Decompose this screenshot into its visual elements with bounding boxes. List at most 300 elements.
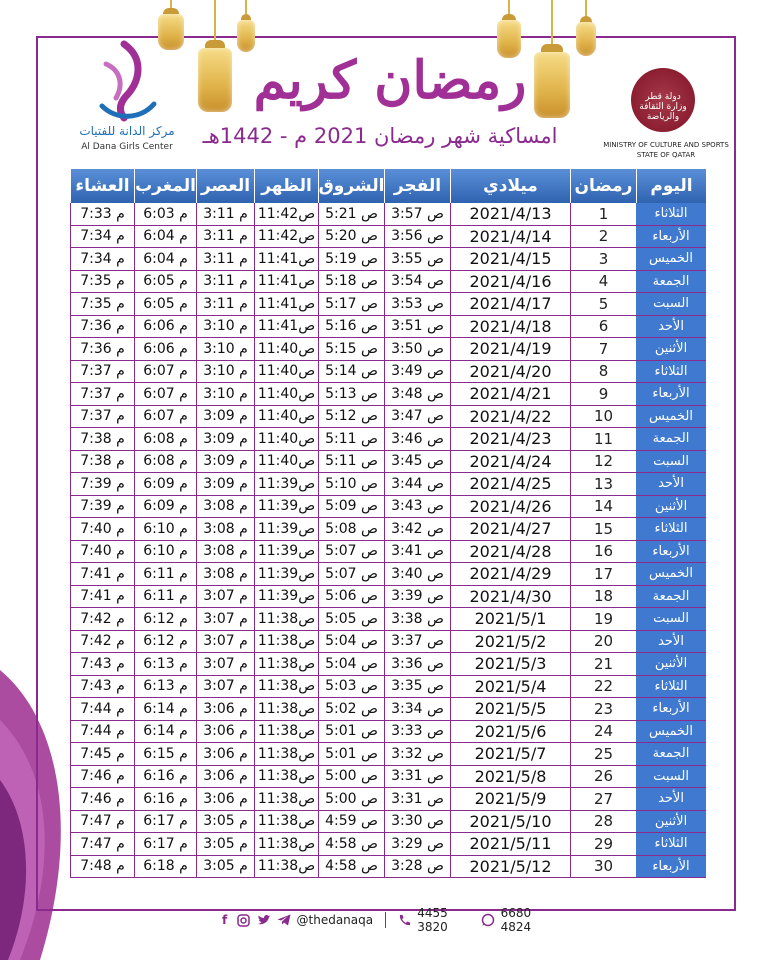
cell-day: الأحد [636,473,706,496]
cell-ramadan-day: 5 [570,293,636,316]
cell-fajr: 3:39 ص [384,586,450,609]
cell-maghrib: 6:13 م [134,676,196,699]
cell-maghrib: 6:06 م [134,338,196,361]
cell-ramadan-day: 14 [570,496,636,519]
cell-gregorian: 2021/5/5 [450,698,570,721]
phone-number[interactable]: 4455 3820 [417,906,448,934]
cell-asr: 3:10 م [196,361,254,384]
cell-dhuhr: 11:39ص [254,541,318,564]
cell-isha: 7:46 م [70,788,134,811]
cell-dhuhr: 11:40ص [254,451,318,474]
cell-isha: 7:34 م [70,226,134,249]
cell-day: الجمعة [636,743,706,766]
cell-dhuhr: 11:38ص [254,833,318,856]
cell-gregorian: 2021/4/24 [450,451,570,474]
cell-ramadan-day: 22 [570,676,636,699]
cell-fajr: 3:49 ص [384,361,450,384]
cell-ramadan-day: 26 [570,766,636,789]
cell-shuruq: 5:01 ص [318,721,384,744]
cell-maghrib: 6:09 م [134,496,196,519]
cell-isha: 7:39 م [70,473,134,496]
cell-day: الأربعاء [636,226,706,249]
cell-maghrib: 6:10 م [134,541,196,564]
cell-fajr: 3:57 ص [384,203,450,226]
cell-day: الأثنين [636,653,706,676]
cell-asr: 3:07 م [196,586,254,609]
cell-shuruq: 5:11 ص [318,428,384,451]
cell-fajr: 3:41 ص [384,541,450,564]
cell-maghrib: 6:07 م [134,406,196,429]
cell-dhuhr: 11:40ص [254,383,318,406]
cell-dhuhr: 11:39ص [254,563,318,586]
cell-day: الجمعة [636,271,706,294]
cell-isha: 7:48 م [70,856,134,879]
cell-day: السبت [636,293,706,316]
cell-dhuhr: 11:42ص [254,226,318,249]
cell-isha: 7:44 م [70,721,134,744]
cell-ramadan-day: 19 [570,608,636,631]
cell-gregorian: 2021/4/13 [450,203,570,226]
table-row [70,698,706,721]
cell-ramadan-day: 3 [570,248,636,271]
cell-dhuhr: 11:42ص [254,203,318,226]
logo-right-arabic: دولة قطر وزارة الثقافة والرياضة [639,92,687,122]
facebook-icon[interactable]: f [222,913,228,927]
cell-fajr: 3:34 ص [384,698,450,721]
cell-asr: 3:06 م [196,721,254,744]
cell-asr: 3:09 م [196,406,254,429]
al-dana-mark-icon [94,40,160,122]
cell-fajr: 3:31 ص [384,788,450,811]
cell-ramadan-day: 20 [570,631,636,654]
header-ramadan: رمضان [570,169,636,203]
cell-gregorian: 2021/4/18 [450,316,570,339]
cell-fajr: 3:35 ص [384,676,450,699]
lantern-icon [198,0,232,112]
table-row [70,743,706,766]
cell-maghrib: 6:13 م [134,653,196,676]
cell-asr: 3:07 م [196,608,254,631]
cell-fajr: 3:54 ص [384,271,450,294]
cell-dhuhr: 11:41ص [254,271,318,294]
table-row [70,541,706,564]
cell-isha: 7:39 م [70,496,134,519]
cell-asr: 3:06 م [196,788,254,811]
cell-ramadan-day: 11 [570,428,636,451]
cell-gregorian: 2021/4/29 [450,563,570,586]
cell-isha: 7:37 م [70,361,134,384]
cell-dhuhr: 11:40ص [254,428,318,451]
cell-dhuhr: 11:38ص [254,766,318,789]
cell-asr: 3:06 م [196,698,254,721]
cell-isha: 7:40 م [70,541,134,564]
cell-maghrib: 6:04 م [134,248,196,271]
cell-gregorian: 2021/4/26 [450,496,570,519]
cell-dhuhr: 11:40ص [254,361,318,384]
cell-ramadan-day: 18 [570,586,636,609]
cell-asr: 3:08 م [196,496,254,519]
cell-dhuhr: 11:38ص [254,811,318,834]
cell-shuruq: 5:04 ص [318,653,384,676]
logo-left-english: Al Dana Girls Center [81,142,173,152]
cell-day: الثلاثاء [636,833,706,856]
table-row [70,451,706,474]
phone-icon [398,913,411,928]
table-row [70,653,706,676]
cell-dhuhr: 11:39ص [254,586,318,609]
cell-gregorian: 2021/4/22 [450,406,570,429]
table-row [70,788,706,811]
cell-maghrib: 6:10 م [134,518,196,541]
cell-ramadan-day: 4 [570,271,636,294]
footer-divider [385,912,386,928]
cell-dhuhr: 11:40ص [254,338,318,361]
cell-isha: 7:38 م [70,428,134,451]
cell-ramadan-day: 25 [570,743,636,766]
cell-isha: 7:41 م [70,563,134,586]
cell-shuruq: 5:17 ص [318,293,384,316]
cell-shuruq: 5:03 ص [318,676,384,699]
header-shuruq: الشروق [318,169,384,203]
cell-isha: 7:46 م [70,766,134,789]
table-row [70,271,706,294]
cell-fajr: 3:38 ص [384,608,450,631]
cell-asr: 3:10 م [196,338,254,361]
cell-ramadan-day: 23 [570,698,636,721]
cell-fajr: 3:45 ص [384,451,450,474]
cell-ramadan-day: 16 [570,541,636,564]
cell-shuruq: 5:07 ص [318,563,384,586]
cell-shuruq: 5:11 ص [318,451,384,474]
cell-shuruq: 5:21 ص [318,203,384,226]
cell-shuruq: 5:09 ص [318,496,384,519]
cell-isha: 7:42 م [70,631,134,654]
cell-shuruq: 5:06 ص [318,586,384,609]
cell-asr: 3:11 م [196,226,254,249]
cell-ramadan-day: 8 [570,361,636,384]
cell-day: الأربعاء [636,541,706,564]
cell-asr: 3:05 م [196,833,254,856]
cell-day: الأثنين [636,496,706,519]
cell-day: الأحد [636,316,706,339]
logo-left-arabic: مركز الدانة للفتيات [79,124,175,138]
cell-day: الثلاثاء [636,361,706,384]
header-isha: العشاء [70,169,134,203]
cell-isha: 7:42 م [70,608,134,631]
table-row [70,203,706,226]
header-asr: العصر [196,169,254,203]
cell-fajr: 3:51 ص [384,316,450,339]
cell-maghrib: 6:14 م [134,698,196,721]
cell-shuruq: 5:08 ص [318,518,384,541]
cell-fajr: 3:44 ص [384,473,450,496]
page-subtitle: امساكية شهر رمضان 2021 م - 1442هـ [202,124,558,148]
cell-day: الثلاثاء [636,518,706,541]
cell-gregorian: 2021/4/27 [450,518,570,541]
cell-day: السبت [636,766,706,789]
cell-shuruq: 5:04 ص [318,631,384,654]
cell-maghrib: 6:07 م [134,361,196,384]
cell-gregorian: 2021/5/7 [450,743,570,766]
cell-isha: 7:35 م [70,293,134,316]
cell-gregorian: 2021/5/1 [450,608,570,631]
cell-maghrib: 6:12 م [134,608,196,631]
cell-maghrib: 6:12 م [134,631,196,654]
cell-fajr: 3:42 ص [384,518,450,541]
lantern-icon [576,0,596,56]
cell-isha: 7:36 م [70,338,134,361]
header-maghrib: المغرب [134,169,196,203]
cell-shuruq: 5:05 ص [318,608,384,631]
cell-dhuhr: 11:38ص [254,608,318,631]
cell-asr: 3:05 م [196,856,254,879]
cell-maghrib: 6:04 م [134,226,196,249]
cell-ramadan-day: 7 [570,338,636,361]
table-row [70,811,706,834]
cell-gregorian: 2021/5/9 [450,788,570,811]
table-row [70,361,706,384]
cell-maghrib: 6:17 م [134,811,196,834]
cell-asr: 3:07 م [196,653,254,676]
cell-ramadan-day: 1 [570,203,636,226]
cell-maghrib: 6:07 م [134,383,196,406]
table-row [70,586,706,609]
cell-ramadan-day: 10 [570,406,636,429]
cell-fajr: 3:50 ص [384,338,450,361]
cell-ramadan-day: 9 [570,383,636,406]
cell-day: الأثنين [636,338,706,361]
cell-gregorian: 2021/4/23 [450,428,570,451]
cell-ramadan-day: 17 [570,563,636,586]
cell-ramadan-day: 28 [570,811,636,834]
cell-shuruq: 4:58 ص [318,856,384,879]
cell-dhuhr: 11:38ص [254,676,318,699]
cell-day: السبت [636,608,706,631]
cell-maghrib: 6:15 م [134,743,196,766]
cell-asr: 3:07 م [196,676,254,699]
cell-dhuhr: 11:39ص [254,473,318,496]
cell-shuruq: 5:19 ص [318,248,384,271]
cell-gregorian: 2021/4/21 [450,383,570,406]
cell-shuruq: 4:59 ص [318,811,384,834]
telegram-icon[interactable] [277,913,291,928]
cell-gregorian: 2021/4/19 [450,338,570,361]
cell-day: الخميس [636,406,706,429]
cell-ramadan-day: 29 [570,833,636,856]
cell-shuruq: 5:00 ص [318,766,384,789]
cell-day: الخميس [636,721,706,744]
cell-asr: 3:10 م [196,383,254,406]
cell-maghrib: 6:05 م [134,271,196,294]
table-row [70,496,706,519]
cell-shuruq: 5:10 ص [318,473,384,496]
cell-gregorian: 2021/4/15 [450,248,570,271]
cell-ramadan-day: 2 [570,226,636,249]
cell-shuruq: 5:13 ص [318,383,384,406]
cell-isha: 7:34 م [70,248,134,271]
cell-gregorian: 2021/5/2 [450,631,570,654]
cell-day: الأربعاء [636,856,706,879]
table-row [70,608,706,631]
cell-isha: 7:37 م [70,383,134,406]
table-row [70,406,706,429]
cell-day: الأربعاء [636,383,706,406]
prayer-timetable [70,169,706,878]
cell-fajr: 3:30 ص [384,811,450,834]
cell-isha: 7:45 م [70,743,134,766]
cell-day: الثلاثاء [636,676,706,699]
qatar-seal-icon [631,68,695,132]
cell-day: الأحد [636,788,706,811]
cell-ramadan-day: 24 [570,721,636,744]
cell-day: الجمعة [636,428,706,451]
table-row [70,338,706,361]
cell-shuruq: 5:02 ص [318,698,384,721]
table-row [70,631,706,654]
cell-asr: 3:11 م [196,271,254,294]
cell-ramadan-day: 6 [570,316,636,339]
cell-fajr: 3:29 ص [384,833,450,856]
al-dana-logo [72,40,182,160]
cell-dhuhr: 11:38ص [254,856,318,879]
cell-isha: 7:38 م [70,451,134,474]
cell-gregorian: 2021/5/11 [450,833,570,856]
table-row [70,518,706,541]
table-row [70,721,706,744]
cell-gregorian: 2021/5/6 [450,721,570,744]
table-row [70,676,706,699]
cell-asr: 3:09 م [196,473,254,496]
table-row [70,293,706,316]
cell-maghrib: 6:06 م [134,316,196,339]
cell-asr: 3:10 م [196,316,254,339]
table-body [70,203,706,878]
whatsapp-icon [481,913,495,928]
cell-asr: 3:08 م [196,541,254,564]
cell-dhuhr: 11:39ص [254,518,318,541]
cell-isha: 7:43 م [70,653,134,676]
cell-fajr: 3:55 ص [384,248,450,271]
cell-maghrib: 6:08 م [134,451,196,474]
table-row [70,383,706,406]
cell-ramadan-day: 13 [570,473,636,496]
cell-fajr: 3:43 ص [384,496,450,519]
cell-gregorian: 2021/5/12 [450,856,570,879]
cell-dhuhr: 11:38ص [254,788,318,811]
page-title: رمضان كريم [253,50,527,111]
cell-fajr: 3:36 ص [384,653,450,676]
header-dhuhr: الظهر [254,169,318,203]
cell-isha: 7:47 م [70,833,134,856]
cell-day: الجمعة [636,586,706,609]
cell-asr: 3:06 م [196,743,254,766]
cell-day: الخميس [636,563,706,586]
cell-day: الأثنين [636,811,706,834]
table-row [70,428,706,451]
cell-maghrib: 6:16 م [134,788,196,811]
twitter-icon[interactable] [257,913,271,928]
cell-isha: 7:37 م [70,406,134,429]
cell-isha: 7:43 م [70,676,134,699]
cell-fajr: 3:47 ص [384,406,450,429]
cell-gregorian: 2021/5/10 [450,811,570,834]
cell-maghrib: 6:11 م [134,586,196,609]
cell-dhuhr: 11:41ص [254,248,318,271]
cell-ramadan-day: 27 [570,788,636,811]
cell-shuruq: 5:12 ص [318,406,384,429]
cell-isha: 7:47 م [70,811,134,834]
cell-maghrib: 6:08 م [134,428,196,451]
cell-day: الأحد [636,631,706,654]
cell-day: الخميس [636,248,706,271]
cell-maghrib: 6:09 م [134,473,196,496]
table-row [70,766,706,789]
cell-asr: 3:11 م [196,293,254,316]
cell-shuruq: 5:20 ص [318,226,384,249]
cell-fajr: 3:37 ص [384,631,450,654]
cell-ramadan-day: 21 [570,653,636,676]
cell-gregorian: 2021/4/17 [450,293,570,316]
table-row [70,856,706,879]
cell-dhuhr: 11:38ص [254,631,318,654]
cell-maghrib: 6:14 م [134,721,196,744]
cell-shuruq: 5:07 ص [318,541,384,564]
cell-gregorian: 2021/4/16 [450,271,570,294]
header-day: اليوم [636,169,706,203]
cell-dhuhr: 11:41ص [254,316,318,339]
ministry-logo [600,66,732,176]
cell-day: الثلاثاء [636,203,706,226]
cell-gregorian: 2021/5/3 [450,653,570,676]
cell-gregorian: 2021/4/20 [450,361,570,384]
cell-isha: 7:33 م [70,203,134,226]
cell-dhuhr: 11:38ص [254,653,318,676]
cell-ramadan-day: 30 [570,856,636,879]
whatsapp-number[interactable]: 6680 4824 [500,906,532,934]
cell-isha: 7:44 م [70,698,134,721]
cell-fajr: 3:53 ص [384,293,450,316]
cell-isha: 7:36 م [70,316,134,339]
cell-isha: 7:35 م [70,271,134,294]
cell-dhuhr: 11:40ص [254,406,318,429]
cell-maghrib: 6:16 م [134,766,196,789]
cell-fajr: 3:33 ص [384,721,450,744]
cell-maghrib: 6:18 م [134,856,196,879]
header-fajr: الفجر [384,169,450,203]
cell-fajr: 3:48 ص [384,383,450,406]
cell-asr: 3:09 م [196,428,254,451]
instagram-icon[interactable] [237,913,250,928]
table-row [70,473,706,496]
cell-dhuhr: 11:38ص [254,743,318,766]
cell-shuruq: 5:00 ص [318,788,384,811]
cell-asr: 3:08 م [196,563,254,586]
cell-fajr: 3:56 ص [384,226,450,249]
table-row [70,563,706,586]
table-row [70,226,706,249]
header-gregorian: ميلادي [450,169,570,203]
cell-shuruq: 5:18 ص [318,271,384,294]
cell-fajr: 3:46 ص [384,428,450,451]
cell-fajr: 3:40 ص [384,563,450,586]
cell-fajr: 3:28 ص [384,856,450,879]
social-handle[interactable]: @thedanaqa [296,913,374,927]
table-row [70,833,706,856]
table-row [70,316,706,339]
cell-dhuhr: 11:38ص [254,698,318,721]
cell-gregorian: 2021/4/30 [450,586,570,609]
cell-gregorian: 2021/4/28 [450,541,570,564]
